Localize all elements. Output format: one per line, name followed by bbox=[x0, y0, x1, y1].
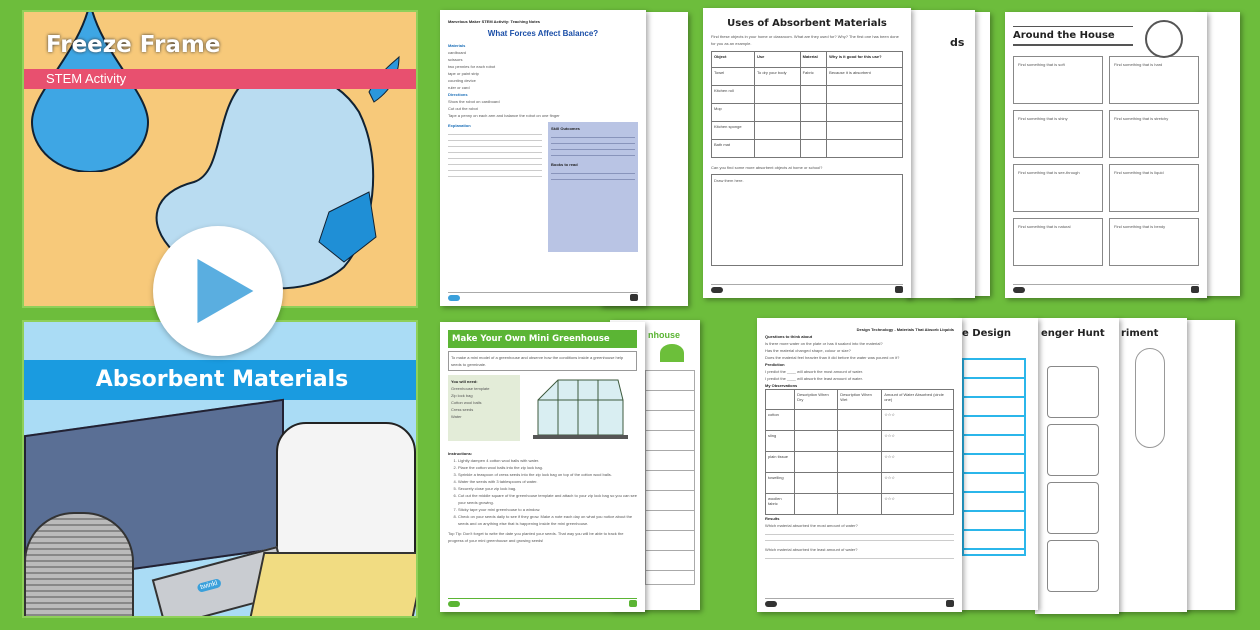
cell: sling bbox=[766, 431, 795, 452]
table-row bbox=[766, 473, 954, 494]
twinkl-logo: twinkl bbox=[196, 578, 221, 593]
column-header: Material bbox=[800, 52, 827, 68]
table-row bbox=[712, 104, 903, 122]
prompt-box: Find something that is hard bbox=[1109, 56, 1199, 104]
cell: woollen fabric bbox=[766, 494, 795, 515]
table-row bbox=[766, 431, 954, 452]
design-title: e Design bbox=[962, 328, 1012, 339]
balance-header: Marvelous Maker STEM Activity: Teaching Notes bbox=[448, 19, 541, 24]
prompt-box: Find something that is natural bbox=[1013, 218, 1103, 266]
prompt-box: Find something that is liquid bbox=[1109, 164, 1199, 212]
you-will-need-box bbox=[448, 375, 520, 441]
sponge-illustration bbox=[249, 552, 418, 618]
instruction-step: 2. Place the cotton wool balls into the zip lock bag. bbox=[458, 464, 637, 471]
absorb-back-page-1 bbox=[905, 10, 975, 298]
direction-item: Cut out the robot bbox=[448, 106, 478, 111]
prediction-item: I predict the ____ will absorb the least amount of water. bbox=[765, 376, 863, 381]
results-heading: Results bbox=[765, 516, 780, 521]
stem-activity-band bbox=[24, 69, 418, 89]
absorbent-uses-worksheet[interactable] bbox=[703, 8, 911, 298]
question-item: Has the material changed shape, colour or size? bbox=[765, 348, 851, 353]
stem-activity-label: STEM Activity bbox=[46, 71, 127, 86]
instruction-step: 3. Sprinkle a teaspoon of cress seeds into the zip lock bag on top of the cotton wool balls. bbox=[458, 471, 637, 478]
material-item: scissors bbox=[448, 57, 463, 62]
star-rating[interactable]: ☆☆☆ bbox=[882, 410, 954, 431]
design-header: Design Technology - Materials That Absorb Liquids bbox=[856, 327, 954, 332]
cell: Kitchen roll bbox=[712, 86, 755, 104]
absorb-question: Can you find some more absorbent objects at home or school? bbox=[711, 165, 823, 170]
prompt-box: Find something that is stretchy bbox=[1109, 110, 1199, 158]
draw-box bbox=[711, 174, 903, 266]
cell: Fabric bbox=[800, 68, 827, 86]
table-row bbox=[766, 494, 954, 515]
tin-can-illustration bbox=[24, 512, 134, 618]
instruction-step: 7. Sticky tape your mini greenhouse to a window. bbox=[458, 506, 637, 513]
cell: Because it is absorbent bbox=[827, 68, 903, 86]
explanation-heading: Explanation bbox=[448, 123, 471, 128]
cell: Bath mat bbox=[712, 140, 755, 158]
instruction-step: 1. Lightly dampen 4 cotton wool balls with water. bbox=[458, 457, 637, 464]
cell: To dry your body bbox=[754, 68, 800, 86]
observations-heading: My Observations bbox=[765, 383, 798, 388]
cell: cotton bbox=[766, 410, 795, 431]
direction-item: Show the robot on cardboard bbox=[448, 99, 500, 104]
cell: plain tissue bbox=[766, 452, 795, 473]
greenhouse-intro: To make a mini model of a greenhouse and observe how the conditions inside a greenhouse help seeds to germinate. bbox=[448, 351, 637, 371]
draw-box-label: Draw them here. bbox=[714, 178, 744, 183]
girl-illustration bbox=[1135, 348, 1165, 448]
result-question: Which material absorbed the most amount of water? bbox=[765, 523, 858, 528]
board-game-grid bbox=[962, 358, 1026, 556]
balance-worksheet[interactable] bbox=[440, 10, 646, 306]
star-rating[interactable]: ☆☆☆ bbox=[882, 431, 954, 452]
back-page-title: ds bbox=[950, 36, 965, 49]
board-design-page bbox=[960, 318, 1038, 610]
prompt-box: Find something that is shiny bbox=[1013, 110, 1103, 158]
greenhouse-worksheet[interactable] bbox=[440, 322, 645, 612]
around-house-worksheet[interactable] bbox=[1005, 12, 1207, 298]
magnifying-glass-icon bbox=[1145, 20, 1183, 58]
material-item: cardboard bbox=[448, 50, 467, 55]
absorbent-title: Absorbent Materials bbox=[95, 367, 349, 392]
table-row bbox=[712, 68, 903, 86]
cell: Towel bbox=[712, 68, 755, 86]
absorbent-title-band bbox=[24, 360, 418, 400]
prompt-box: Find something that is see-through bbox=[1013, 164, 1103, 212]
column-header: Description When Dry bbox=[795, 390, 838, 410]
column-header: Why is it good for this use? bbox=[827, 52, 903, 68]
need-item: Greenhouse template bbox=[451, 386, 490, 391]
absorbent-materials-card[interactable] bbox=[22, 320, 418, 618]
skill-outcomes-heading: Skill Outcomes bbox=[551, 126, 580, 131]
freeze-frame-title: Freeze Frame bbox=[46, 32, 221, 58]
column-header: Amount of Water Absorbed (circle one) bbox=[882, 390, 954, 410]
star-rating[interactable]: ☆☆☆ bbox=[882, 452, 954, 473]
need-item: Cress seeds bbox=[451, 407, 474, 412]
seedling-icon bbox=[660, 344, 684, 362]
instruction-step: 8. Check on your seeds daily to see if they grow. Make a note each day on what you notice about the seeds and on anything else that is happening inside the mini greenhouse. bbox=[458, 513, 637, 527]
table-row bbox=[712, 86, 903, 104]
cell: towelling bbox=[766, 473, 795, 494]
prediction-item: I predict the ____ will absorb the most amount of water. bbox=[765, 369, 864, 374]
design-technology-worksheet[interactable] bbox=[757, 318, 962, 612]
cell: Mop bbox=[712, 104, 755, 122]
need-heading: You will need: bbox=[451, 379, 478, 384]
table-row bbox=[766, 452, 954, 473]
scavenger-hunt-page bbox=[1035, 318, 1119, 614]
questions-heading: Questions to think about bbox=[765, 334, 813, 339]
material-item: two pennies for each robot bbox=[448, 64, 496, 69]
instructions-heading: Instructions: bbox=[448, 451, 473, 456]
table-row bbox=[712, 140, 903, 158]
prompt-box: Find something that is soft bbox=[1013, 56, 1103, 104]
material-item: counting device bbox=[448, 78, 476, 83]
star-rating[interactable]: ☆☆☆ bbox=[882, 494, 954, 515]
prediction-heading: Prediction bbox=[765, 362, 785, 367]
skill-outcomes-box bbox=[548, 122, 638, 252]
star-rating[interactable]: ☆☆☆ bbox=[882, 473, 954, 494]
need-item: Cotton wool balls bbox=[451, 400, 482, 405]
column-header: Use bbox=[754, 52, 800, 68]
instruction-step: 6. Cut out the middle square of the greenhouse template and attach to your zip lock bag so you can see your seeds growing. bbox=[458, 492, 637, 506]
table-row bbox=[766, 410, 954, 431]
question-item: Is there more water on the plate or has it soaked into the material? bbox=[765, 341, 883, 346]
result-question: Which material absorbed the least amount of water? bbox=[765, 547, 858, 552]
materials-heading: Materials bbox=[448, 43, 466, 48]
paper-roll-illustration bbox=[276, 422, 416, 572]
material-item: ruler or card bbox=[448, 85, 470, 90]
instruction-step: 5. Securely close your zip lock bag. bbox=[458, 485, 637, 492]
balance-title: What Forces Affect Balance? bbox=[487, 29, 599, 38]
absorb-sheet-intro: Find these objects in your home or classroom. What are they used for? Why? The first one has been done for you as an example. bbox=[711, 34, 899, 46]
cell: Kitchen sponge bbox=[712, 122, 755, 140]
greenhouse-title: Make Your Own Mini Greenhouse bbox=[448, 330, 637, 348]
experiment-page bbox=[1115, 318, 1187, 612]
direction-item: Tape a penny on each arm and balance the robot on one finger bbox=[448, 113, 560, 118]
instruction-step: 4. Water the seeds with 3 tablespoons of water. bbox=[458, 478, 637, 485]
prompt-box: Find something that is bendy bbox=[1109, 218, 1199, 266]
play-icon bbox=[153, 226, 283, 356]
house-title: Around the House bbox=[1013, 26, 1133, 46]
need-item: Water bbox=[451, 414, 462, 419]
absorb-table bbox=[711, 51, 903, 158]
greenhouse-tip: Top Tip: Don't forget to write the date you planted your seeds. That way you will be able to track the progress of your mini greenhouse and growing seeds! bbox=[448, 531, 624, 543]
play-button[interactable] bbox=[153, 226, 283, 356]
question-item: Does the material feel heavier than it did before the water was poured on it? bbox=[765, 355, 900, 360]
table-row bbox=[712, 122, 903, 140]
column-header: Object bbox=[712, 52, 755, 68]
absorb-sheet-title: Uses of Absorbent Materials bbox=[727, 18, 887, 29]
experiment-title: riment bbox=[1121, 328, 1159, 339]
column-header: Description When Wet bbox=[838, 390, 882, 410]
back-page-title: nhouse bbox=[648, 330, 681, 340]
greenhouse-illustration bbox=[528, 375, 637, 446]
observations-table bbox=[765, 389, 954, 515]
directions-heading: Directions bbox=[448, 92, 468, 97]
last-back-page bbox=[1180, 320, 1235, 610]
books-heading: Books to read bbox=[551, 162, 578, 167]
need-item: Zip lock bag bbox=[451, 393, 473, 398]
material-item: tape or paint strip bbox=[448, 71, 479, 76]
hunt-title: enger Hunt bbox=[1041, 328, 1105, 339]
